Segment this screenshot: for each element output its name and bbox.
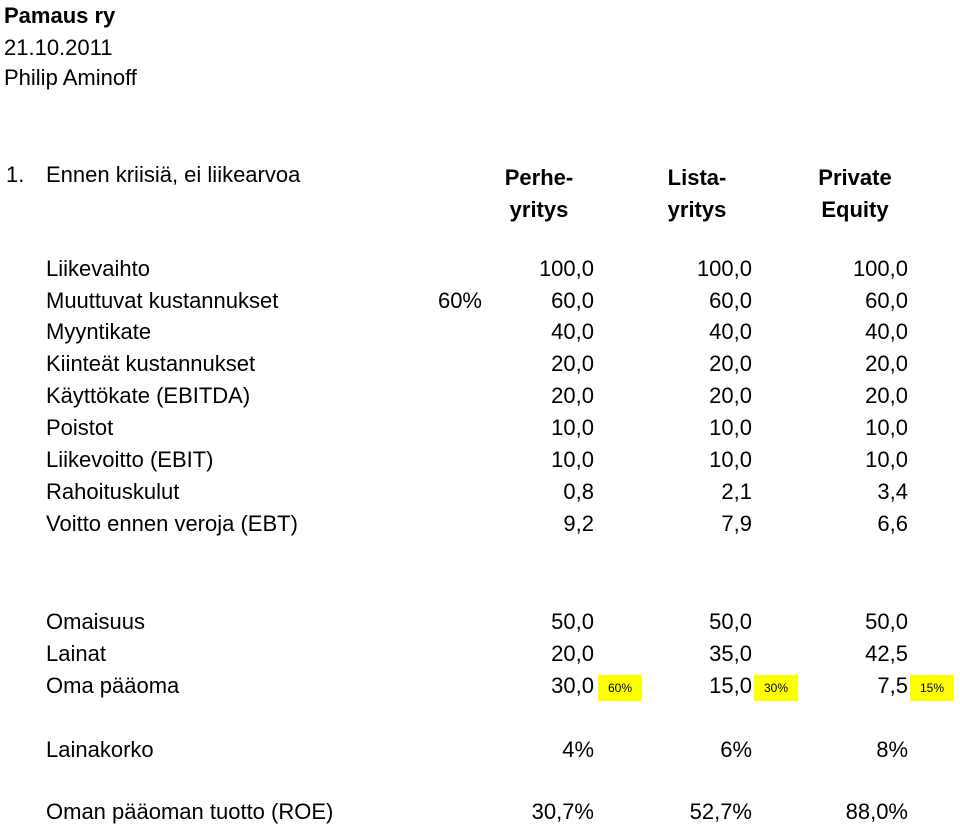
value-cell: 50,0	[865, 609, 908, 634]
row-label: Liikevoitto (EBIT)	[46, 447, 214, 472]
table-row	[0, 477, 960, 507]
equity-ratio-highlight: 30%	[754, 675, 798, 701]
column-header-line: yritys	[509, 197, 569, 222]
column-header-line: Perhe-	[504, 165, 574, 190]
table-row	[0, 671, 960, 701]
value-cell: 20,0	[865, 383, 908, 408]
table-row	[0, 381, 960, 411]
row-label: Myyntikate	[46, 319, 152, 344]
column-header-listed-company	[622, 162, 772, 226]
value-cell: 100,0	[538, 256, 594, 281]
table-row	[0, 509, 960, 539]
value-cell: 20,0	[551, 351, 594, 376]
row-label: Lainakorko	[46, 737, 154, 762]
table-row	[0, 349, 960, 379]
row-label: Liikevaihto	[46, 256, 150, 281]
value-cell: 3,4	[877, 479, 908, 504]
equity-ratio-highlight: 60%	[598, 675, 642, 701]
value-cell: 15,0	[709, 673, 752, 698]
value-cell: 40,0	[709, 319, 752, 344]
value-cell: 35,0	[709, 641, 752, 666]
table-row	[0, 254, 960, 284]
value-cell: 50,0	[709, 609, 752, 634]
value-cell: 60,0	[551, 288, 594, 313]
row-label: Käyttökate (EBITDA)	[46, 383, 251, 408]
row-label: Lainat	[46, 641, 106, 666]
table-row	[0, 445, 960, 475]
column-header-line: yritys	[667, 197, 727, 222]
value-cell: 50,0	[551, 609, 594, 634]
value-cell: 88,0%	[845, 799, 908, 824]
value-cell: 20,0	[865, 351, 908, 376]
row-label: Kiinteät kustannukset	[46, 351, 256, 376]
table-row	[0, 607, 960, 637]
value-cell: 10,0	[551, 415, 594, 440]
equity-ratio-highlight: 15%	[910, 675, 954, 701]
table-row	[0, 797, 960, 827]
table-row	[0, 639, 960, 669]
value-cell: 8%	[876, 737, 908, 762]
value-cell: 52,7%	[689, 799, 752, 824]
value-cell: 9,2	[563, 511, 594, 536]
row-label: Muuttuvat kustannukset	[46, 288, 279, 313]
table-row	[0, 286, 960, 316]
section-number: 1.	[6, 162, 25, 187]
value-cell: 20,0	[709, 383, 752, 408]
row-label: Oman pääoman tuotto (ROE)	[46, 799, 334, 824]
column-header-line: Lista-	[667, 165, 727, 190]
value-cell: 6%	[720, 737, 752, 762]
organization-name: Pamaus ry	[4, 3, 116, 28]
value-cell: 60,0	[709, 288, 752, 313]
section-title: Ennen kriisiä, ei liikearvoa	[46, 162, 301, 187]
value-cell: 40,0	[551, 319, 594, 344]
value-cell: 60,0	[865, 288, 908, 313]
column-header-line: Equity	[821, 197, 889, 222]
value-cell: 20,0	[551, 383, 594, 408]
value-cell: 4%	[562, 737, 594, 762]
table-row	[0, 735, 960, 765]
row-label: Oma pääoma	[46, 673, 180, 698]
value-cell: 0,8	[563, 479, 594, 504]
document-date: 21.10.2011	[4, 35, 113, 60]
row-label: Omaisuus	[46, 609, 146, 634]
value-cell: 10,0	[709, 447, 752, 472]
value-cell: 10,0	[709, 415, 752, 440]
value-cell: 20,0	[709, 351, 752, 376]
value-cell: 42,5	[865, 641, 908, 666]
value-cell: 30,7%	[531, 799, 594, 824]
value-cell: 100,0	[852, 256, 908, 281]
value-cell: 30,0	[551, 673, 594, 698]
row-label: Rahoituskulut	[46, 479, 180, 504]
column-header-line: Private	[818, 165, 892, 190]
value-cell: 10,0	[551, 447, 594, 472]
percentage-note: 60%	[437, 288, 482, 313]
column-header-family-company	[464, 162, 614, 226]
value-cell: 2,1	[721, 479, 752, 504]
value-cell: 7,9	[721, 511, 752, 536]
table-row	[0, 317, 960, 347]
table-row	[0, 413, 960, 443]
value-cell: 10,0	[865, 447, 908, 472]
value-cell: 6,6	[877, 511, 908, 536]
value-cell: 100,0	[696, 256, 752, 281]
author-name: Philip Aminoff	[4, 65, 137, 90]
value-cell: 20,0	[551, 641, 594, 666]
value-cell: 40,0	[865, 319, 908, 344]
column-header-private-equity	[780, 162, 930, 226]
row-label: Poistot	[46, 415, 114, 440]
value-cell: 7,5	[877, 673, 908, 698]
value-cell: 10,0	[865, 415, 908, 440]
row-label: Voitto ennen veroja (EBT)	[46, 511, 298, 536]
